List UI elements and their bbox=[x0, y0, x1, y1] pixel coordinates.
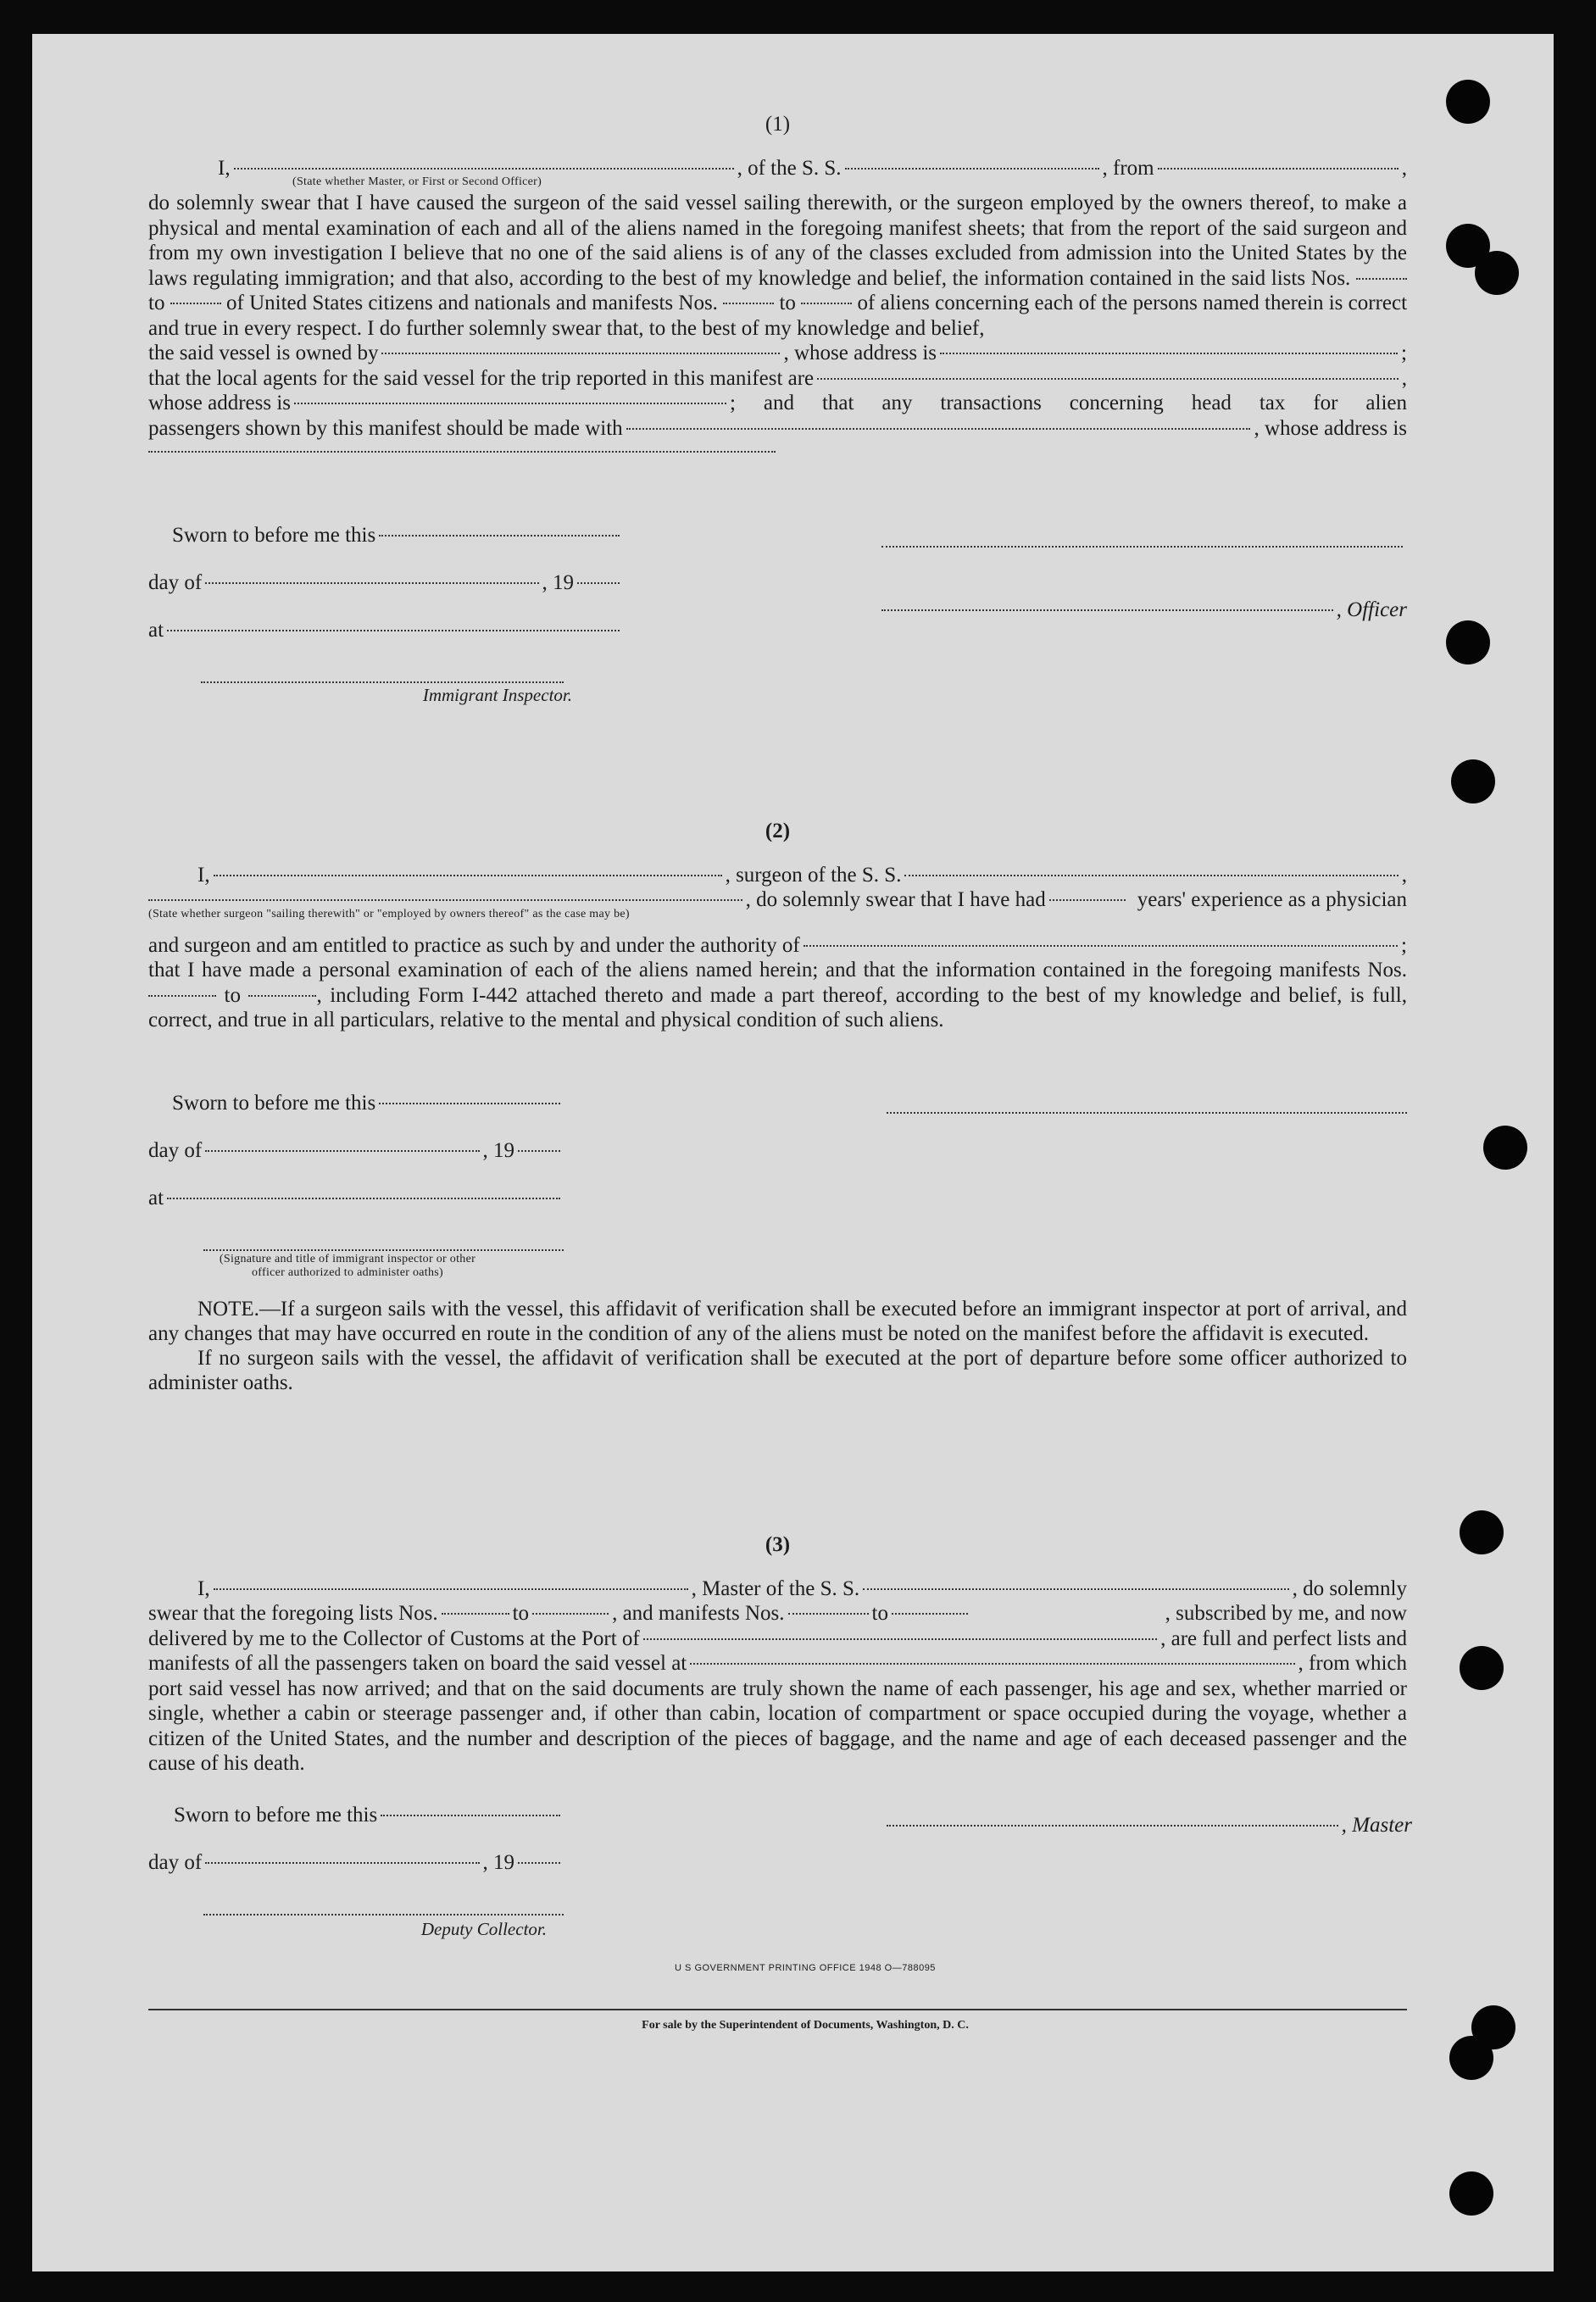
sworn-date-field[interactable] bbox=[379, 535, 620, 537]
surgeon-line: I, , surgeon of the S. S. , bbox=[197, 863, 1407, 887]
surgeon-name-field[interactable] bbox=[214, 875, 722, 876]
head-tax-contact-field[interactable] bbox=[626, 428, 1251, 430]
collector-label: Deputy Collector. bbox=[420, 1919, 547, 1939]
section-3 bbox=[148, 1532, 1407, 1777]
place-field-2[interactable] bbox=[167, 1198, 560, 1199]
section-2-body: that I have made a personal examination of each of the aliens named herein; and that the information contained in the foregoing manifests Nos. to , including Form I-442 attached thereto and made a part thereof, according to the best of my knowledge and belief, is full, correct, and true in all particulars, relative to the mental and physical condition of such aliens. bbox=[148, 959, 1408, 1031]
punch-hole bbox=[1449, 2171, 1493, 2216]
master-line: I, , Master of the S. S. , do solemnly bbox=[197, 1576, 1407, 1600]
authority-line: and surgeon and am entitled to practice as such by and under the authority of ; bbox=[148, 933, 1407, 957]
punch-hole bbox=[1475, 251, 1519, 295]
agents-address-line: whose address is ; and that any transactions concerning head tax for alien bbox=[148, 392, 1407, 414]
section-3-body: port said vessel has now arrived; and that on the said documents are truly shown the name of each passenger, his age and sex, whether married or single, whether a cabin or steerage passenger and, if other than cabin, location of compartment or space occupied during the voyage, whether a citizen of the United States, and the number and description of the pieces of baggage, and the name and age of each deceased passenger and the cause of his death. bbox=[148, 1676, 1407, 1775]
master-name-field[interactable] bbox=[214, 1588, 688, 1590]
punch-hole bbox=[1483, 1126, 1527, 1170]
officer-signature-line: , Officer bbox=[881, 598, 1407, 622]
officer-name-field[interactable] bbox=[234, 168, 734, 170]
collector-signature-field[interactable] bbox=[203, 1912, 564, 1916]
place-field[interactable] bbox=[167, 630, 620, 631]
boarded-port-field[interactable] bbox=[690, 1663, 1294, 1665]
surgeon-signature[interactable] bbox=[887, 1112, 1407, 1114]
manifests-from-field[interactable] bbox=[723, 303, 774, 304]
agents-address-field[interactable] bbox=[294, 403, 726, 404]
sworn-date-field-3[interactable] bbox=[381, 1815, 560, 1816]
year-field[interactable] bbox=[577, 582, 620, 584]
port-field[interactable] bbox=[643, 1638, 1157, 1640]
inspector-signature-field-2[interactable] bbox=[203, 1248, 564, 1251]
punch-hole bbox=[1460, 1646, 1504, 1690]
lists-from-field[interactable] bbox=[1356, 278, 1407, 280]
section-2 bbox=[148, 819, 1407, 1033]
authority-field[interactable] bbox=[804, 945, 1398, 947]
lists-to-field[interactable] bbox=[170, 303, 221, 304]
owner-line: the said vessel is owned by , whose address is ; bbox=[148, 342, 1407, 364]
section-1-body: do solemnly swear that I have caused the surgeon of the said vessel sailing therewith, or the surgeon employed by the owners thereof, to make a physical and mental examination of each and all of the aliens named in the foregoing manifest sheets; that from the report of the said surgeon and from my own investigation I believe that no one of the said aliens is of any of the classes excluded from admission into the United States by the laws regulating immigration; and that also, according to the best of my knowledge and belief, the information contained in the said lists Nos. to of United States citizens and nationals and manifests Nos. to of aliens concerning each of the persons named therein is correct and true in every respect. I do further solemnly swear that, to the best of my knowledge and belief, bbox=[148, 192, 1408, 340]
section-2-number: (2) bbox=[765, 820, 791, 842]
section-3-jurat: Sworn to before me this day of , 19 Deputy Collector. bbox=[148, 1804, 564, 1940]
printing-office-imprint: U S GOVERNMENT PRINTING OFFICE 1948 O—788095 bbox=[675, 1963, 936, 1973]
lists-to-field-3[interactable] bbox=[532, 1613, 609, 1615]
section-2-jurat: Sworn to before me this day of , 19 at (Signature and title of immigrant inspector or other officer authorized to administer oaths) bbox=[148, 1092, 564, 1280]
inspector-label: Immigrant Inspector. bbox=[422, 685, 572, 705]
section-1-number: (1) bbox=[765, 113, 791, 136]
punch-hole bbox=[1446, 80, 1490, 124]
footer-rule bbox=[148, 2009, 1407, 2010]
officer-line: I, , of the S. S. , from , bbox=[218, 156, 1407, 180]
agents-field[interactable] bbox=[817, 378, 1399, 380]
sale-notice: For sale by the Superintendent of Documents, Washington, D. C. bbox=[642, 2019, 969, 2032]
manifests-to-field-2[interactable] bbox=[248, 995, 316, 997]
note: NOTE.—If a surgeon sails with the vessel, this affidavit of verification shall be executed before an immigrant inspector at port of arrival, and any changes that may have occurred en route in the condition of any of the aliens must be noted on the manifest before the affidavit is executed. If no surgeon sails with the vessel, the affidavit of verification shall be executed at the port of departure before some officer authorized to administer oaths. bbox=[148, 1298, 1407, 1394]
master-signature[interactable] bbox=[887, 1825, 1338, 1827]
head-tax-line: passengers shown by this manifest should be made with , whose address is bbox=[148, 416, 1407, 440]
surgeon-vessel-field[interactable] bbox=[904, 875, 1398, 876]
officer-signature-2[interactable] bbox=[881, 609, 1333, 611]
manifests-to-field-3[interactable] bbox=[892, 1613, 968, 1615]
experience-line: , do solemnly swear that I have had years' experience as a physician bbox=[148, 887, 1407, 913]
lists-line: swear that the foregoing lists Nos. to , and manifests Nos. to , subscribed by me, and now bbox=[148, 1602, 1407, 1625]
punch-hole bbox=[1460, 1510, 1504, 1554]
surgeon-caption: (State whether surgeon "sailing therewith" or "employed by owners thereof" as the case may be) bbox=[148, 907, 630, 920]
inspector-signature-field[interactable] bbox=[201, 680, 564, 683]
signature-caption: (Signature and title of immigrant inspector or other officer authorized to administer oaths) bbox=[219, 1253, 476, 1279]
day-of-field-3[interactable] bbox=[205, 1862, 479, 1864]
year-field-2[interactable] bbox=[518, 1150, 560, 1152]
years-field[interactable] bbox=[1049, 899, 1126, 901]
section-3-number: (3) bbox=[765, 1533, 791, 1556]
master-vessel-field[interactable] bbox=[863, 1588, 1288, 1590]
punch-hole bbox=[1449, 2036, 1493, 2080]
officer-signature-1[interactable] bbox=[881, 546, 1403, 548]
vessel-name-field[interactable] bbox=[845, 168, 1099, 170]
day-of-field-2[interactable] bbox=[205, 1150, 479, 1152]
year-field-3[interactable] bbox=[518, 1862, 560, 1864]
surgeon-status-field[interactable] bbox=[148, 899, 742, 901]
section-1 bbox=[148, 112, 1407, 453]
lists-from-field-3[interactable] bbox=[442, 1613, 509, 1615]
officer-caption: (State whether Master, or First or Second Officer) bbox=[292, 175, 542, 188]
head-tax-address-field[interactable] bbox=[148, 441, 776, 453]
boarded-line: manifests of all the passengers taken on board the said vessel at , from which bbox=[148, 1652, 1407, 1675]
master-signature-line: , Master bbox=[887, 1814, 1412, 1838]
owner-address-field[interactable] bbox=[940, 353, 1398, 354]
day-of-field[interactable] bbox=[205, 582, 538, 584]
manifests-from-field-3[interactable] bbox=[788, 1613, 869, 1615]
from-port-field[interactable] bbox=[1158, 168, 1399, 170]
owner-field[interactable] bbox=[381, 353, 780, 354]
agents-line: that the local agents for the said vessel for the trip reported in this manifest are , bbox=[148, 366, 1407, 390]
section-1-jurat: Sworn to before me this day of , 19 at Immigrant Inspector. bbox=[148, 524, 623, 706]
manifests-to-field[interactable] bbox=[801, 303, 852, 304]
punch-hole bbox=[1446, 620, 1490, 664]
punch-hole bbox=[1451, 759, 1495, 803]
manifests-from-field-2[interactable] bbox=[148, 995, 216, 997]
sworn-date-field-2[interactable] bbox=[379, 1103, 560, 1104]
port-line: delivered by me to the Collector of Customs at the Port of , are full and perfect lists and bbox=[148, 1626, 1407, 1650]
